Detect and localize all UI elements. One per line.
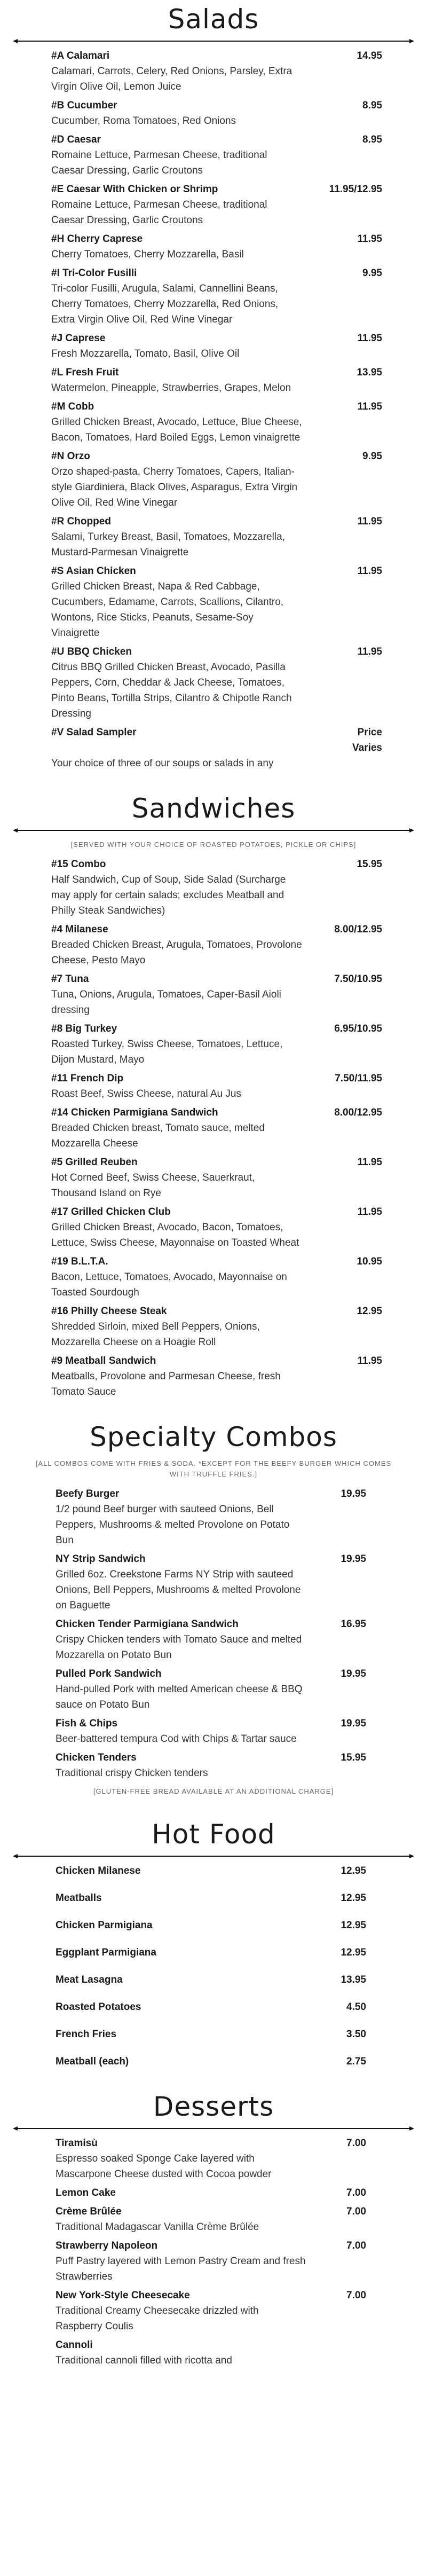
menu-item-name: #L Fresh Fruit [51,367,119,378]
menu-item-price: 15.95 [341,1752,366,1763]
menu-item-row [56,2204,366,2219]
menu-item [51,48,382,95]
combos-footnote: [GLUTEN-FREE BREAD AVAILABLE AT AN ADDITIONAL CHARGE] [93,1787,334,1795]
menu-item-row [51,644,382,659]
menu-item [56,1716,366,1747]
menu-item [56,2027,366,2042]
menu-item-name: #8 Big Turkey [51,1023,117,1034]
menu-item-price: 4.50 [346,2001,366,2013]
menu-item-row [56,1918,366,1933]
menu-item [51,98,382,129]
menu-item-price: 9.95 [362,451,382,462]
desserts-header [13,2087,414,2132]
menu-item-price: 11.95 [357,646,382,657]
menu-item [56,1945,366,1960]
menu-item-name: Pulled Pork Sandwich [56,1668,162,1679]
menu-item-price: 11.95 [357,233,382,245]
menu-item-name: #N Orzo [51,451,90,462]
menu-item-name: #4 Milanese [51,924,108,935]
combos-note: [ALL COMBOS COME WITH FRIES & SODA. *EXCEPT FOR THE BEEFY BURGER WHICH COMES WITH TRUFFLE FRIES.] [35,1459,392,1478]
menu-item-row [56,1486,366,1502]
menu-item-price: 12.95 [341,1865,366,1876]
menu-item-row [56,1616,366,1632]
menu-item [51,365,382,396]
menu-item-row [56,1999,366,2015]
menu-item [56,1972,366,1988]
menu-item-price: 15.95 [357,859,382,870]
menu-item-description: Meatballs, Provolone and Parmesan Cheese, fresh Tomato Sauce [51,1371,281,1397]
menu-item-name: #14 Chicken Parmigiana Sandwich [51,1107,218,1118]
section-divider [13,1852,414,1860]
menu-item-description: Citrus BBQ Grilled Chicken Breast, Avocado, Pasilla Peppers, Corn, Cheddar & Jack Cheese, Tomatoes, Pinto Beans, Tortilla Strips, Cilantro & Chipotle Ranch Dressing [51,662,292,719]
menu-item [56,1551,366,1613]
menu-item-price: 11.95 [357,516,382,527]
menu-item-row [51,399,382,414]
menu-item-price: 12.95 [341,1920,366,1931]
menu-item-name: #15 Combo [51,859,106,870]
menu-item-description: Breaded Chicken breast, Tomato sauce, melted Mozzarella Cheese [51,1122,265,1149]
menu-item-description: Roast Beef, Swiss Cheese, natural Au Jus [51,1088,241,1099]
section-divider [13,827,414,834]
menu-item-price: 11.95 [357,1206,382,1218]
menu-item-price: Price Varies [352,727,382,753]
menu-item [56,2054,366,2069]
menu-item-name: Chicken Tenders [56,1752,137,1763]
menu-item-row [51,98,382,113]
menu-item-row [56,1716,366,1731]
menu-item-name: #D Caesar [51,134,101,145]
menu-item-name: Meatball (each) [56,2056,129,2067]
menu-item-name: #E Caesar With Chicken or Shrimp [51,184,218,195]
menu-item-row [56,2337,366,2353]
section-divider [13,37,414,45]
menu-item-description: Shredded Sirloin, mixed Bell Peppers, Onions, Mozzarella Cheese on a Hoagie Roll [51,1321,260,1348]
menu-item [56,1999,366,2015]
menu-item-row [51,449,382,464]
menu-item-description: Calamari, Carrots, Celery, Red Onions, Parsley, Extra Virgin Olive Oil, Lemon Juice [51,66,292,92]
menu-item-description: Beer-battered tempura Cod with Chips & Tartar sauce [56,1733,297,1745]
menu-item-name: #M Cobb [51,401,94,412]
menu-item-row [51,132,382,147]
menu-item-name: #A Calamari [51,50,110,61]
salads-header [13,0,414,45]
menu-item-price: 7.50/10.95 [334,973,382,985]
menu-item-description: Traditional cannoli filled with ricotta and [56,2355,232,2366]
sandwiches-note: [SERVED WITH YOUR CHOICE OF ROASTED POTATOES, PICKLE OR CHIPS] [70,841,357,849]
menu-item-name: French Fries [56,2029,117,2040]
hot-food-section [13,1815,414,2069]
section-title: Desserts [153,2091,274,2122]
menu-item-row [51,365,382,380]
menu-item-description: Grilled Chicken Breast, Napa & Red Cabbage, Cucumbers, Edamame, Carrots, Scallions, Cilantro, Wontons, Rice Sticks, Peanuts, Sesame-Soy Vinaigrette [51,581,284,639]
menu-item [51,922,382,968]
menu-item-name: #S Asian Chicken [51,566,136,577]
menu-item-price: 10.95 [357,1256,382,1267]
menu-item-name: #17 Grilled Chicken Club [51,1206,171,1218]
menu-item-description: Half Sandwich, Cup of Soup, Side Salad (Surcharge may apply for certain salads; excludes Meatball and Philly Steak Sandwiches) [51,874,286,916]
menu-item-name: #H Cherry Caprese [51,233,143,245]
desserts-section [13,2087,414,2368]
menu-item-row [51,1155,382,1170]
menu-item [56,1616,366,1663]
menu-item [56,1890,366,1906]
menu-item-row [56,2027,366,2042]
menu-item-row [56,1666,366,1682]
menu-item-row [56,1945,366,1960]
menu-item-price: 3.50 [346,2029,366,2040]
menu-item-row [56,2288,366,2303]
menu-item-price: 11.95 [357,1355,382,1366]
menu-item-description: Orzo shaped-pasta, Cherry Tomatoes, Capers, Italian-style Giardiniera, Black Olives, Asparagus, Extra Virgin Olive Oil, Red Wine Vinegar [51,466,298,508]
section-title: Specialty Combos [90,1421,337,1452]
menu-item-description: Romaine Lettuce, Parmesan Cheese, traditional Caesar Dressing, Garlic Croutons [51,150,267,176]
menu-item-description: Grilled 6oz. Creekstone Farms NY Strip with sauteed Onions, Bell Peppers, Mushrooms & melted Provolone on Baguette [56,1569,301,1611]
menu-item-description: Roasted Turkey, Swiss Cheese, Tomatoes, Lettuce, Dijon Mustard, Mayo [51,1039,283,1065]
menu-item-row [51,1204,382,1220]
menu-item [51,1071,382,1102]
menu-item-price: 11.95 [357,1157,382,1168]
menu-item-description: Fresh Mozzarella, Tomato, Basil, Olive Oil [51,348,240,359]
menu-item-price: 19.95 [341,1718,366,1729]
hot-food-header [13,1815,414,1860]
menu-item-price: 8.00/12.95 [334,924,382,935]
menu-item-row [51,231,382,247]
menu-item-row [51,48,382,64]
menu-item-price: 8.95 [362,100,382,111]
menu-item [56,1918,366,1933]
menu-item-name: NY Strip Sandwich [56,1553,146,1565]
menu-item-name: #B Cucumber [51,100,117,111]
menu-item-price: 6.95/10.95 [334,1023,382,1034]
section-divider [13,2125,414,2132]
menu-item [51,132,382,178]
menu-item [51,1021,382,1067]
menu-item [51,1105,382,1151]
menu-item [51,1353,382,1400]
combos-list [13,1483,414,1781]
menu-item-price: 13.95 [341,1974,366,1985]
menu-item [51,1204,382,1251]
menu-item-price: 9.95 [362,268,382,279]
menu-item-description: Watermelon, Pineapple, Strawberries, Grapes, Melon [51,382,291,394]
menu-item-price: 14.95 [357,50,382,61]
menu-item-description: Espresso soaked Sponge Cake layered with Mascarpone Cheese dusted with Cocoa powder [56,2153,272,2180]
menu-item-row [51,1254,382,1269]
menu-item-name: #9 Meatball Sandwich [51,1355,156,1366]
menu-item-price: 13.95 [357,367,382,378]
menu-item [51,1303,382,1350]
menu-item [51,1155,382,1201]
menu-item-name: Eggplant Parmigiana [56,1947,156,1958]
menu-item-description: Your choice of three of our soups or salads in any [51,758,274,769]
menu-item [56,2238,366,2284]
menu-item-description: Grilled Chicken Breast, Avocado, Bacon, Tomatoes, Lettuce, Swiss Cheese, Mayonnaise on Toasted Wheat [51,1222,299,1248]
menu-item-price: 8.00/12.95 [334,1107,382,1118]
menu-item-row [56,2135,366,2151]
menu-item-row [51,563,382,579]
menu-item-name: Strawberry Napoleon [56,2240,158,2251]
menu-item-price: 11.95 [357,401,382,412]
menu-item-row [56,1863,366,1879]
menu-item-name: Roasted Potatoes [56,2001,141,2013]
menu-item [51,331,382,362]
menu-item-name: New York-Style Cheesecake [56,2290,190,2301]
menu-item-row [51,514,382,529]
menu-item-description: Cherry Tomatoes, Cherry Mozzarella, Basil [51,249,244,260]
menu-item [56,1863,366,1879]
menu-item-name: Tiramisù [56,2138,98,2149]
menu-item [56,2337,366,2368]
sandwiches-section [13,789,414,1400]
salads-section [13,0,414,771]
menu-item [51,182,382,228]
menu-item-name: Chicken Parmigiana [56,1920,153,1931]
menu-item-price: 19.95 [341,1553,366,1565]
menu-item-name: #J Caprese [51,333,106,344]
menu-item-description: Crispy Chicken tenders with Tomato Sauce and melted Mozzarella on Potato Bun [56,1634,302,1661]
menu-item [51,971,382,1018]
menu-item-name: #19 B.L.T.A. [51,1256,108,1267]
menu-item-name: Lemon Cake [56,2187,116,2198]
menu-item-row [56,1972,366,1988]
menu-item-row [51,971,382,987]
section-title: Salads [168,4,259,35]
menu-item-name: #U BBQ Chicken [51,646,132,657]
section-title: Sandwiches [131,793,296,824]
menu-item-row [56,1750,366,1765]
menu-item-name: #16 Philly Cheese Steak [51,1306,167,1317]
menu-item-description: Traditional Creamy Cheesecake drizzled with Raspberry Coulis [56,2305,259,2332]
menu-item-price: 16.95 [341,1619,366,1630]
menu-item-name: Cannoli [56,2339,93,2351]
menu-item-name: #I Tri-Color Fusilli [51,268,137,279]
menu-item [51,449,382,511]
menu-item [51,563,382,641]
menu-item [51,644,382,721]
menu-item-price: 12.95 [341,1947,366,1958]
menu-item-price: 7.00 [346,2290,366,2301]
menu-item [51,514,382,560]
menu-item-price: 7.00 [346,2187,366,2198]
menu-item [56,2185,366,2201]
menu-item-description: Grilled Chicken Breast, Avocado, Lettuce, Blue Cheese, Bacon, Tomatoes, Hard Boiled Eggs, Lemon vinaigrette [51,417,302,443]
menu-item-name: Chicken Tender Parmigiana Sandwich [56,1619,239,1630]
menu-item-description: Hand-pulled Pork with melted American cheese & BBQ sauce on Potato Bun [56,1684,303,1710]
menu-item-row [51,922,382,937]
menu-item-row [51,857,382,872]
menu-item-name: #7 Tuna [51,973,89,985]
menu-item [51,1254,382,1300]
menu-item [51,725,382,771]
menu-item-row [51,182,382,197]
menu-item-price: 2.75 [346,2056,366,2067]
menu-item-name: Meatballs [56,1892,102,1904]
menu-item-description: Hot Corned Beef, Swiss Cheese, Sauerkraut, Thousand Island on Rye [51,1172,255,1199]
menu-item [56,2135,366,2182]
menu-item [56,1666,366,1713]
menu-item-name: Fish & Chips [56,1718,118,1729]
menu-item-price: 7.50/11.95 [335,1073,382,1084]
combos-section [13,1418,414,1797]
menu-item-price: 7.00 [346,2240,366,2251]
menu-item-name: Meat Lasagna [56,1974,123,1985]
menu-item-row [51,1105,382,1120]
menu-item [51,857,382,918]
menu-item-row [56,1890,366,1906]
menu-item-row [51,1021,382,1036]
menu-item [51,399,382,445]
menu-item-row [56,2054,366,2069]
menu-item-description: Cucumber, Roma Tomatoes, Red Onions [51,115,236,127]
menu-item-row [51,1353,382,1369]
menu-item-description: Tuna, Onions, Arugula, Tomatoes, Caper-Basil Aioli dressing [51,989,281,1016]
menu-item-row [51,265,382,281]
menu-item-name: Beefy Burger [56,1488,120,1499]
menu-item-name: #R Chopped [51,516,111,527]
sandwiches-list [13,853,414,1400]
menu-item-description: Bacon, Lettuce, Tomatoes, Avocado, Mayonnaise on Toasted Sourdough [51,1271,287,1298]
menu-item-row [56,2238,366,2253]
menu-item [56,1486,366,1548]
menu-item-description: Traditional Madagascar Vanilla Crème Brûlée [56,2221,259,2233]
menu-item-price: 19.95 [341,1668,366,1679]
combos-header [13,1418,414,1453]
menu-item-row [51,725,382,756]
menu-item-price: 19.95 [341,1488,366,1499]
menu-item [51,265,382,327]
menu-item-price: 11.95/12.95 [329,184,382,195]
menu-item-row [51,331,382,346]
menu-item-row [51,1071,382,1086]
menu-item-description: Breaded Chicken Breast, Arugula, Tomatoes, Provolone Cheese, Pesto Mayo [51,939,302,966]
sandwiches-header [13,789,414,834]
menu-item-name: Crème Brûlée [56,2206,122,2217]
menu-item-price: 7.00 [346,2138,366,2149]
salads-list [13,45,414,771]
section-title: Hot Food [152,1819,275,1850]
menu-item-description: Romaine Lettuce, Parmesan Cheese, traditional Caesar Dressing, Garlic Croutons [51,199,267,226]
menu-item-price: 8.95 [362,134,382,145]
menu-item-name: #5 Grilled Reuben [51,1157,138,1168]
menu-item-price: 12.95 [357,1306,382,1317]
menu-item-row [51,1303,382,1319]
menu-item [56,1750,366,1781]
menu-item-description: Tri-color Fusilli, Arugula, Salami, Cannellini Beans, Cherry Tomatoes, Cherry Mozzarella, Red Onions, Extra Virgin Olive Oil, Red Wine Vinegar [51,283,279,325]
menu-item-description: Puff Pastry layered with Lemon Pastry Cream and fresh Strawberries [56,2256,306,2282]
menu-item-name: #11 French Dip [51,1073,124,1084]
hot-food-list [13,1860,414,2069]
menu-item-price: 7.00 [346,2206,366,2217]
menu-item [51,231,382,262]
menu-item [56,2288,366,2334]
menu-item [56,2204,366,2235]
menu-item-price: 11.95 [357,333,382,344]
menu-item-price: 12.95 [341,1892,366,1904]
desserts-list [13,2132,414,2368]
menu-item-description: Salami, Turkey Breast, Basil, Tomatoes, Mozzarella, Mustard-Parmesan Vinaigrette [51,531,285,558]
menu-item-name: Chicken Milanese [56,1865,141,1876]
menu-item-description: 1/2 pound Beef burger with sauteed Onions, Bell Peppers, Mushrooms & melted Provolone on Potato Bun [56,1504,290,1546]
menu-item-description: Traditional crispy Chicken tenders [56,1768,208,1779]
menu-item-name: #V Salad Sampler [51,727,137,738]
menu-item-row [56,1551,366,1567]
menu-item-price: 11.95 [357,566,382,577]
menu-item-row [56,2185,366,2201]
